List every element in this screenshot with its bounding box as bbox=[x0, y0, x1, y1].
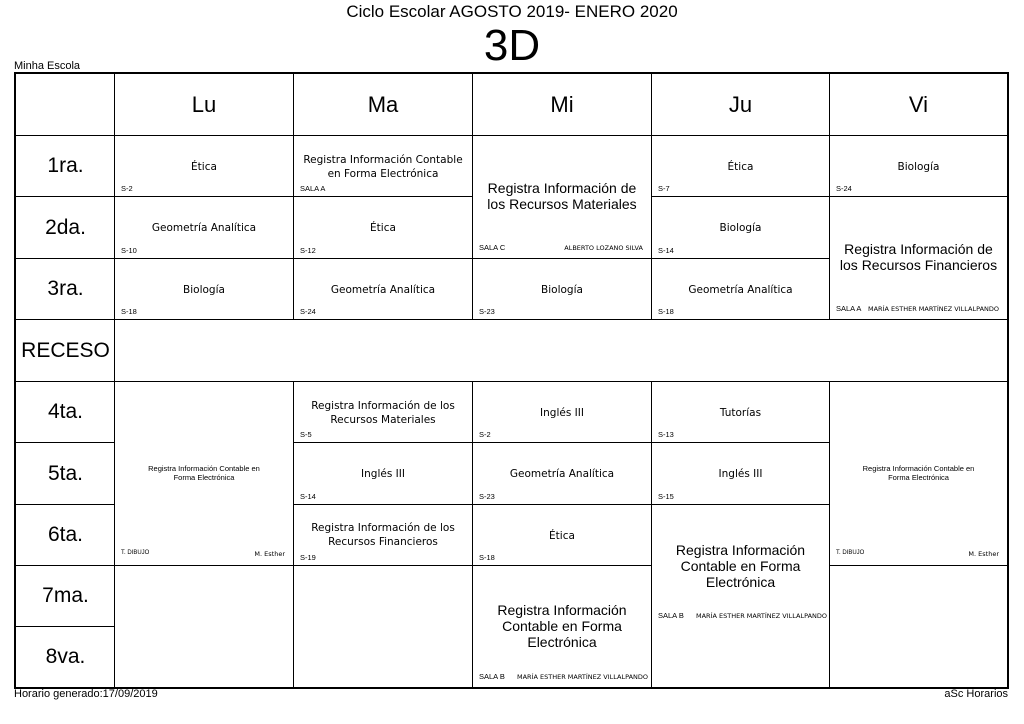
lesson-subject: Inglés III bbox=[718, 468, 763, 480]
lesson-room: S-5 bbox=[300, 430, 312, 439]
schedule-title: Ciclo Escolar AGOSTO 2019- ENERO 2020 bbox=[346, 2, 678, 21]
lesson-subject: Ética bbox=[370, 222, 396, 234]
period-label: 1ra. bbox=[47, 154, 84, 177]
lesson-teacher: MARÍA ESTHER MARTÍNEZ VILLALPANDO bbox=[517, 673, 649, 681]
period-label: 3ra. bbox=[47, 277, 84, 300]
lesson-cell bbox=[294, 505, 472, 565]
day-header-lu: Lu bbox=[191, 92, 217, 117]
lesson-room: S-18 bbox=[658, 307, 674, 316]
lesson-cell bbox=[652, 136, 829, 196]
lesson-subject: Registra Información de los Recursos Financieros bbox=[311, 522, 455, 548]
period-label: 4ta. bbox=[47, 400, 84, 423]
period-label: 8va. bbox=[45, 645, 86, 668]
lesson-cell bbox=[473, 136, 651, 258]
lesson-room: T. DIBUJO bbox=[121, 550, 150, 556]
lesson-subject: Inglés III bbox=[361, 468, 405, 480]
period-label: 5ta. bbox=[47, 461, 84, 485]
period-label: 2da. bbox=[45, 215, 86, 239]
day-header-vi: Vi bbox=[908, 92, 929, 117]
lesson-teacher: ALBERTO LOZANO SILVA bbox=[564, 244, 643, 252]
lesson-cell bbox=[115, 136, 293, 196]
lesson-subject: Ética bbox=[727, 161, 754, 173]
lesson-subject: Registra Información de los Recursos Materiales bbox=[487, 180, 637, 212]
lesson-subject: Biología bbox=[183, 284, 225, 296]
lesson-subject: Biología bbox=[541, 284, 583, 296]
lesson-cell bbox=[652, 505, 829, 626]
lesson-room: S-10 bbox=[121, 246, 137, 255]
lesson-cell bbox=[652, 382, 829, 442]
lesson-subject: Biología bbox=[897, 161, 940, 173]
lesson-room: S-23 bbox=[479, 307, 495, 316]
lesson-room: S-19 bbox=[300, 553, 316, 562]
lesson-subject: Geometría Analítica bbox=[688, 284, 793, 296]
lesson-room: SALA A bbox=[836, 304, 862, 313]
lesson-subject: Tutorías bbox=[719, 407, 762, 419]
lesson-cell bbox=[473, 505, 651, 565]
lesson-room: S-23 bbox=[479, 492, 495, 501]
lesson-room: S-2 bbox=[121, 184, 133, 193]
lesson-room: S-24 bbox=[836, 184, 852, 193]
lesson-subject: Registra Información Contable en Forma Electrónica bbox=[148, 464, 260, 482]
lesson-subject: Registra Información Contable en Forma Electrónica bbox=[862, 464, 975, 482]
lesson-cell bbox=[473, 382, 651, 442]
lesson-cell bbox=[115, 382, 293, 565]
lesson-subject: Registra Información Contable en Forma Electrónica bbox=[497, 602, 627, 650]
day-header-mi: Mi bbox=[550, 92, 574, 117]
lesson-room: S-14 bbox=[658, 246, 674, 255]
lesson-room: S-13 bbox=[658, 430, 674, 439]
lesson-room: SALA B bbox=[658, 611, 684, 620]
lesson-room: S-18 bbox=[121, 307, 137, 316]
lesson-cell bbox=[652, 259, 829, 319]
lesson-room: SALA A bbox=[300, 184, 326, 193]
lesson-room: S-7 bbox=[658, 184, 670, 193]
lesson-subject: Ética bbox=[549, 530, 575, 542]
lesson-room: SALA C bbox=[479, 243, 506, 252]
group-name: 3D bbox=[483, 21, 541, 70]
period-label: 6ta. bbox=[47, 523, 84, 546]
school-name: Minha Escola bbox=[14, 60, 81, 72]
lesson-subject: Biología bbox=[719, 222, 762, 234]
lesson-room: S-18 bbox=[479, 553, 495, 562]
lesson-subject: Registra Información Contable en Forma Electrónica bbox=[303, 154, 463, 180]
lesson-subject: Registra Información Contable en Forma Electrónica bbox=[675, 542, 806, 590]
recess-label: RECESO bbox=[21, 338, 110, 362]
lesson-cell bbox=[294, 443, 472, 504]
lesson-subject: Registra Información de los Recursos Materiales bbox=[311, 400, 455, 426]
lesson-cell bbox=[294, 136, 472, 196]
lesson-subject: Geometría Analítica bbox=[151, 222, 257, 234]
lesson-teacher: MARÍA ESTHER MARTÍNEZ VILLALPANDO bbox=[696, 612, 828, 620]
period-label: 7ma. bbox=[42, 584, 89, 607]
day-header-ma: Ma bbox=[367, 92, 399, 117]
lesson-subject: Registra Información de los Recursos Financieros bbox=[839, 241, 998, 273]
timetable-grid bbox=[14, 72, 1009, 689]
lesson-subject: Geometría Analítica bbox=[509, 468, 615, 480]
lesson-cell bbox=[473, 443, 651, 504]
lesson-room: SALA B bbox=[479, 672, 505, 681]
lesson-cell bbox=[830, 136, 1007, 196]
lesson-cell bbox=[473, 259, 651, 319]
lesson-room: S-14 bbox=[300, 492, 316, 501]
lesson-room: S-2 bbox=[479, 430, 491, 439]
lesson-cell bbox=[830, 382, 1007, 565]
lesson-subject: Geometría Analítica bbox=[330, 284, 436, 296]
lesson-cell bbox=[473, 566, 651, 687]
lesson-cell bbox=[115, 259, 293, 319]
lesson-cell bbox=[652, 443, 829, 504]
generated-date: Horario generado:17/09/2019 bbox=[14, 688, 158, 700]
lesson-subject: Inglés III bbox=[540, 407, 584, 419]
lesson-cell bbox=[294, 382, 472, 442]
lesson-teacher: M. Esther bbox=[254, 550, 285, 558]
lesson-room: S-12 bbox=[300, 246, 316, 255]
lesson-cell bbox=[652, 197, 829, 258]
lesson-cell bbox=[294, 197, 472, 258]
day-header-ju: Ju bbox=[728, 92, 753, 117]
software-credit: aSc Horarios bbox=[944, 688, 1008, 700]
lesson-teacher: M. Esther bbox=[968, 550, 999, 558]
lesson-subject: Ética bbox=[191, 161, 217, 173]
lesson-cell bbox=[830, 197, 1007, 319]
lesson-room: T. DIBUJO bbox=[836, 550, 865, 556]
lesson-room: S-24 bbox=[300, 307, 316, 316]
lesson-cell bbox=[115, 197, 293, 258]
lesson-room: S-15 bbox=[658, 492, 674, 501]
lesson-cell bbox=[294, 259, 472, 319]
lesson-teacher: MARÍA ESTHER MARTÍNEZ VILLALPANDO bbox=[868, 305, 1000, 313]
